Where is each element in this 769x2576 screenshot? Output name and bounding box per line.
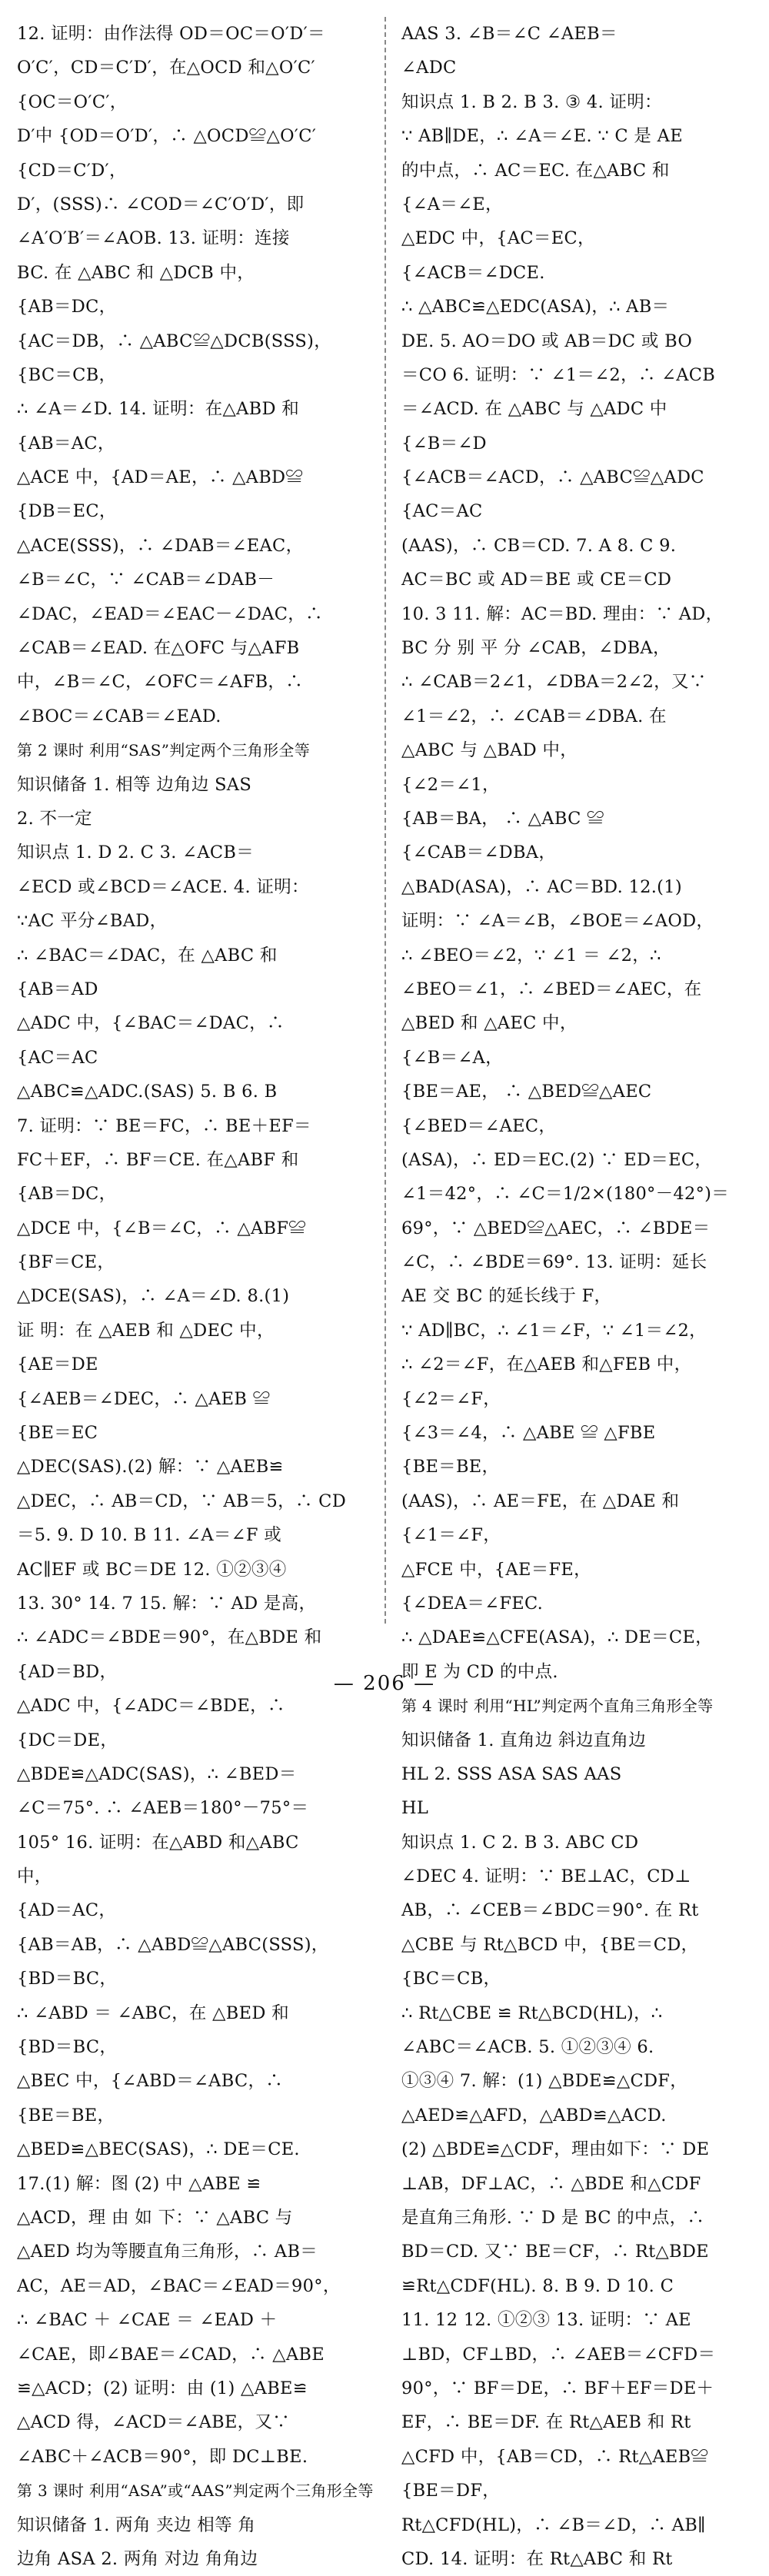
answer-line: {∠ACB＝∠ACD，∴ △ABC≌△ADC <box>401 467 704 488</box>
answer-line: {∠AEB＝∠DEC，∴ △AEB ≌ <box>17 1388 271 1409</box>
answer-line: ∴ ∠BAC＝∠DAC，在 △ABC 和 <box>17 945 278 966</box>
answer-line: {AB＝AC， <box>17 433 115 454</box>
answer-line: △DEC(SAS).(2) 解：∵ △AEB≌ <box>17 1457 284 1477</box>
answer-line: △ADC 中，{∠BAC＝∠DAC，∴ <box>17 1013 285 1034</box>
answer-line: 10. 3 11. 解：AC＝BD. 理由：∵ AD， <box>401 603 724 624</box>
answer-line: △ACD 得，∠ACD＝∠ABE，又∵ <box>17 2412 291 2433</box>
answer-line: ∴ ∠ABD ＝ ∠ABC，在 △BED 和 <box>17 2003 289 2023</box>
answer-line: △BED≌△BEC(SAS)，∴ DE＝CE. <box>17 2139 300 2160</box>
answer-line: 90°，∵ BF＝DE，∴ BF＋EF＝DE＋ <box>401 2378 714 2398</box>
answer-line: {∠ACB＝∠DCE. <box>401 262 545 283</box>
answer-line: FC＋EF，∴ BF＝CE. 在△ABF 和 <box>17 1149 299 1170</box>
answer-line: Rt△CFD(HL)，∴ ∠B＝∠D，∴ AB∥ <box>401 2515 706 2535</box>
column-divider <box>384 17 386 1624</box>
answer-line: 知识储备 1. 直角边 斜边直角边 <box>401 1730 647 1750</box>
answer-line: 11. 12 12. ①②③ 13. 证明：∵ AE <box>401 2310 691 2331</box>
answer-line: 105° 16. 证明：在△ABD 和△ABC <box>17 1832 299 1853</box>
answer-line: 17.(1) 解：图 (2) 中 △ABE ≌ <box>17 2173 261 2194</box>
answer-line: 第 4 课时 利用“HL”判定两个直角三角形全等 <box>401 1697 714 1716</box>
answer-line: ∠CAE，即∠BAE＝∠CAD，∴ △ABE <box>17 2344 325 2365</box>
answer-line: {∠CAB＝∠DBA， <box>401 843 557 863</box>
answer-line: △BAD(ASA)，∴ AC＝BD. 12.(1) <box>401 876 682 897</box>
answer-line: ≌△ACD；(2) 证明：由 (1) △ABE≌ <box>17 2378 308 2398</box>
answer-line: ∠CAB＝∠EAD. 在△OFC 与△AFB <box>17 638 300 659</box>
answer-line: 是直角三角形. ∵ D 是 BC 的中点，∴ <box>401 2208 705 2228</box>
answer-line: {DC＝DE， <box>17 1730 118 1750</box>
answer-line: 知识点 1. B 2. B 3. ③ 4. 证明： <box>401 91 662 112</box>
answer-line: AC，AE＝AD，∠BAC＝∠EAD＝90°， <box>17 2275 341 2296</box>
answer-line: ∴ ∠2＝∠F，在△AEB 和△FEB 中， <box>401 1354 692 1375</box>
answer-line: ∴ △DAE≌△CFE(ASA)，∴ DE＝CE， <box>401 1627 713 1648</box>
answer-line: △ADC 中，{∠ADC＝∠BDE，∴ <box>17 1696 285 1717</box>
answer-line: {∠B＝∠D <box>401 433 487 454</box>
answer-line: HL <box>401 1798 429 1819</box>
answer-line: AB，∴ ∠CEB＝∠BDC＝90°. 在 Rt <box>401 1900 699 1921</box>
answer-line: ∠ABC＝∠ACB. 5. ①②③④ 6. <box>401 2037 654 2058</box>
answer-line: 证明：∵ ∠A＝∠B，∠BOE＝∠AOD， <box>401 911 714 932</box>
answer-line: ∵AC 平分∠BAD， <box>17 911 168 932</box>
answer-line: {DB＝EC， <box>17 501 117 522</box>
answer-line: 知识点 1. D 2. C 3. ∠ACB＝ <box>17 843 255 863</box>
answer-line: ∴ △ABC≌△EDC(ASA)，∴ AB＝ <box>401 297 670 317</box>
answer-line: △ABC 与 △BAD 中， <box>401 740 578 761</box>
answer-line: D′，(SSS)∴ ∠COD＝∠C′O′D′，即 <box>17 194 305 214</box>
answer-line: △ABC≌△ADC.(SAS) 5. B 6. B <box>17 1082 278 1102</box>
answer-line: ∠DAC，∠EAD＝∠EAC－∠DAC，∴ <box>17 603 323 624</box>
answer-line: △ACD，理 由 如 下：∵ △ABC 与 <box>17 2208 293 2228</box>
answer-line: D′中 {OD＝O′D′，∴ △OCD≌△O′C′ <box>17 126 317 147</box>
answer-line: ⊥AB，DF⊥AC，∴ △BDE 和△CDF <box>401 2173 701 2194</box>
answer-line: ∴ ∠ADC＝∠BDE＝90°，在△BDE 和 <box>17 1627 322 1648</box>
answer-line: △ACE(SSS)，∴ ∠DAB＝∠EAC， <box>17 535 304 556</box>
answer-line: ∠ADC <box>401 58 457 78</box>
answer-line: {BE＝AE， ∴ △BED≌△AEC <box>401 1082 652 1102</box>
answer-line: △EDC 中，{AC＝EC， <box>401 228 595 249</box>
answer-line: {AC＝AC <box>17 1047 98 1068</box>
left-column <box>17 17 380 2576</box>
answer-line: HL 2. SSS ASA SAS AAS <box>401 1763 622 1784</box>
answer-line: 的中点，∴ AC＝EC. 在△ABC 和 <box>401 160 670 181</box>
page-number: — 206 — <box>333 1672 436 1695</box>
answer-line: {AB＝DC， <box>17 297 117 317</box>
answer-line: O′C′，CD＝C′D′，在△OCD 和△O′C′ <box>17 58 315 78</box>
answer-line: △BDE≌△ADC(SAS)，∴ ∠BED＝ <box>17 1763 297 1784</box>
answer-line: BD＝CD. 又∵ BE＝CF，∴ Rt△BDE <box>401 2242 709 2262</box>
answer-line: ∠C，∴ ∠BDE＝69°. 13. 证明：延长 <box>401 1252 707 1273</box>
answer-line: ∠ECD 或∠BCD＝∠ACE. 4. 证明： <box>17 876 309 897</box>
answer-line: 第 3 课时 利用“ASA”或“AAS”判定两个三角形全等 <box>17 2481 374 2501</box>
answer-line: DE. 5. AO＝DO 或 AB＝DC 或 BO <box>401 331 693 351</box>
answer-line: △DCE(SAS)，∴ ∠A＝∠D. 8.(1) <box>17 1286 290 1307</box>
answer-line: {BE＝DF， <box>401 2481 501 2501</box>
answer-line: {BD＝BC， <box>17 1969 118 1989</box>
answer-line: 知识储备 1. 两角 夹边 相等 角 <box>17 2515 256 2535</box>
answer-line: ∴ ∠BEO＝∠2，∵ ∠1 ＝ ∠2，∴ <box>401 945 661 966</box>
answer-line: 证 明：在 △AEB 和 △DEC 中， <box>17 1320 275 1341</box>
answer-line: △CBE 与 Rt△BCD 中，{BE＝CD， <box>401 1934 699 1955</box>
answer-line: ＝∠ACD. 在 △ABC 与 △ADC 中 <box>401 399 667 420</box>
answer-line: 知识储备 1. 相等 边角边 SAS <box>17 774 252 795</box>
answer-line: 12. 证明：由作法得 OD＝OC＝O′D′＝ <box>17 24 325 44</box>
answer-line: ①③④ 7. 解：(1) △BDE≌△CDF， <box>401 2071 688 2092</box>
answer-line: △AED 均为等腰直角三角形，∴ AB＝ <box>17 2242 318 2262</box>
answer-line: AE 交 BC 的延长线于 F， <box>401 1286 612 1307</box>
answer-line: AC∥EF 或 BC＝DE 12. ①②③④ <box>17 1559 287 1580</box>
answer-line: ∴ ∠A＝∠D. 14. 证明：在△ABD 和 <box>17 399 300 420</box>
answer-line: {AC＝AC <box>401 501 483 522</box>
answer-line: ∠B＝∠C，∵ ∠CAB＝∠DAB－ <box>17 570 275 590</box>
answer-line: (ASA)，∴ ED＝EC.(2) ∵ ED＝EC， <box>401 1149 713 1170</box>
answer-line: (AAS)，∴ CB＝CD. 7. A 8. C 9. <box>401 535 677 556</box>
answer-line: {OC＝O′C′， <box>17 91 128 112</box>
answer-line: {∠BED＝∠AEC， <box>401 1115 557 1136</box>
answer-line: ∵ AB∥DE，∴ ∠A＝∠E. ∵ C 是 AE <box>401 126 683 147</box>
answer-line: {BF＝CE， <box>17 1252 115 1273</box>
answer-line: {AD＝AC， <box>17 1900 117 1921</box>
answer-line: ＝CO 6. 证明：∵ ∠1＝∠2，∴ ∠ACB <box>401 364 716 385</box>
answer-line: (AAS)，∴ AE＝FE，在 △DAE 和 <box>401 1491 680 1511</box>
answer-line: {AE＝DE <box>17 1354 98 1375</box>
answer-line: ∠1＝42°，∴ ∠C＝1/2×(180°－42°)＝ <box>401 1184 730 1205</box>
answer-line: {∠2＝∠F， <box>401 1388 501 1409</box>
answer-line: {BC＝CB， <box>401 1969 501 1989</box>
answer-line: 7. 证明：∵ BE＝FC，∴ BE＋EF＝ <box>17 1115 311 1136</box>
answer-line: {AB＝AB，∴ △ABD≌△ABC(SSS)， <box>17 1934 329 1955</box>
answer-line: {AC＝DB，∴ △ABC≌△DCB(SSS)， <box>17 331 332 351</box>
answer-line: △CFD 中，{AB＝CD，∴ Rt△AEB≌ <box>401 2446 709 2467</box>
answer-line: ∠ABC＋∠ACB＝90°，即 DC⊥BE. <box>17 2446 308 2467</box>
answer-line: {AD＝BD， <box>17 1661 118 1682</box>
answer-line: {AB＝AD <box>17 979 98 999</box>
answer-line: 中， <box>17 1866 52 1887</box>
answer-line: AC＝BC 或 AD＝BE 或 CE＝CD <box>401 570 672 590</box>
answer-line: {BE＝EC <box>17 1423 98 1444</box>
answer-line: ∠BOC＝∠CAB＝∠EAD. <box>17 706 221 726</box>
answer-line: ∠C＝75°. ∴ ∠AEB＝180°－75°＝ <box>17 1798 309 1819</box>
answer-line: {BC＝CB， <box>17 364 117 385</box>
answer-line: 69°，∵ △BED≌△AEC，∴ ∠BDE＝ <box>401 1218 711 1238</box>
right-column <box>401 17 764 2576</box>
answer-line: ∵ AD∥BC，∴ ∠1＝∠F，∵ ∠1＝∠2， <box>401 1320 707 1341</box>
answer-line: △DCE 中，{∠B＝∠C，∴ △ABF≌ <box>17 1218 307 1238</box>
answer-line: ≌Rt△CDF(HL). 8. B 9. D 10. C <box>401 2275 674 2296</box>
answer-line: ∠BEO＝∠1，∴ ∠BED＝∠AEC，在 <box>401 979 702 999</box>
answer-line: 边角 ASA 2. 两角 对边 角角边 <box>17 2548 258 2569</box>
answer-line: (2) △BDE≌△CDF，理由如下：∵ DE <box>401 2139 710 2160</box>
answer-line: ∠A′O′B′＝∠AOB. 13. 证明：连接 <box>17 228 290 249</box>
answer-line: 13. 30° 14. 7 15. 解：∵ AD 是高， <box>17 1593 317 1614</box>
answer-line: CD. 14. 证明：在 Rt△ABC 和 Rt <box>401 2548 673 2569</box>
answer-line: {BE＝BE， <box>401 1457 500 1477</box>
answer-line: ∠DEC 4. 证明：∵ BE⊥AC，CD⊥ <box>401 1866 691 1887</box>
answer-line: △FCE 中，{AE＝FE， <box>401 1559 591 1580</box>
answer-line: 2. 不一定 <box>17 808 92 829</box>
answer-line: {∠A＝∠E， <box>401 194 503 214</box>
answer-line: {∠B＝∠A， <box>401 1047 503 1068</box>
answer-line: ∠1＝∠2，∴ ∠CAB＝∠DBA. 在 <box>401 706 667 726</box>
answer-line: 中，∠B＝∠C，∠OFC＝∠AFB，∴ <box>17 672 304 693</box>
answer-line: {∠1＝∠F， <box>401 1525 501 1546</box>
answer-line: {∠3＝∠4，∴ △ABE ≌ △FBE <box>401 1423 656 1444</box>
answer-line: {∠2＝∠1， <box>401 774 500 795</box>
answer-line: ＝5. 9. D 10. B 11. ∠A＝∠F 或 <box>17 1525 282 1546</box>
answer-line: {AB＝BA， ∴ △ABC ≌ <box>401 808 604 829</box>
answer-line: ∴ ∠CAB＝2∠1，∠DBA＝2∠2，又∵ <box>401 672 707 693</box>
answer-line: 第 2 课时 利用“SAS”判定两个三角形全等 <box>17 741 310 760</box>
answer-line: BC 分 别 平 分 ∠CAB，∠DBA， <box>401 638 671 659</box>
answer-line: △BED 和 △AEC 中， <box>401 1013 578 1034</box>
answer-line: AAS 3. ∠B＝∠C ∠AEB＝ <box>401 24 618 44</box>
answer-line: {BE＝BE， <box>17 2105 115 2126</box>
answer-line: {∠DEA＝∠FEC. <box>401 1593 544 1614</box>
answer-line: ∴ ∠BAC ＋ ∠CAE ＝ ∠EAD ＋ <box>17 2310 278 2331</box>
answer-line: {CD＝C′D′， <box>17 160 127 181</box>
answer-line: ⊥BD，CF⊥BD，∴ ∠AEB＝∠CFD＝ <box>401 2344 716 2365</box>
answer-line: △DEC，∴ AB＝CD，∵ AB＝5，∴ CD <box>17 1491 347 1511</box>
answer-line: △BEC 中，{∠ABD＝∠ABC，∴ <box>17 2071 284 2092</box>
answer-line: 知识点 1. C 2. B 3. ABC CD <box>401 1832 639 1853</box>
answer-line: ∴ Rt△CBE ≌ Rt△BCD(HL)，∴ <box>401 2003 663 2023</box>
answer-line: {AB＝DC， <box>17 1184 117 1205</box>
answer-line: △ACE 中，{AD＝AE，∴ △ABD≌ <box>17 467 304 488</box>
answer-line: {BD＝BC， <box>17 2037 118 2058</box>
answer-line: EF，∴ BE＝DF. 在 Rt△AEB 和 Rt <box>401 2412 691 2433</box>
answer-line: 即 E 为 CD 的中点. <box>401 1661 558 1682</box>
answer-line: △AED≌△AFD，△ABD≌△ACD. <box>401 2105 667 2126</box>
answer-line: BC. 在 △ABC 和 △DCB 中， <box>17 262 255 283</box>
